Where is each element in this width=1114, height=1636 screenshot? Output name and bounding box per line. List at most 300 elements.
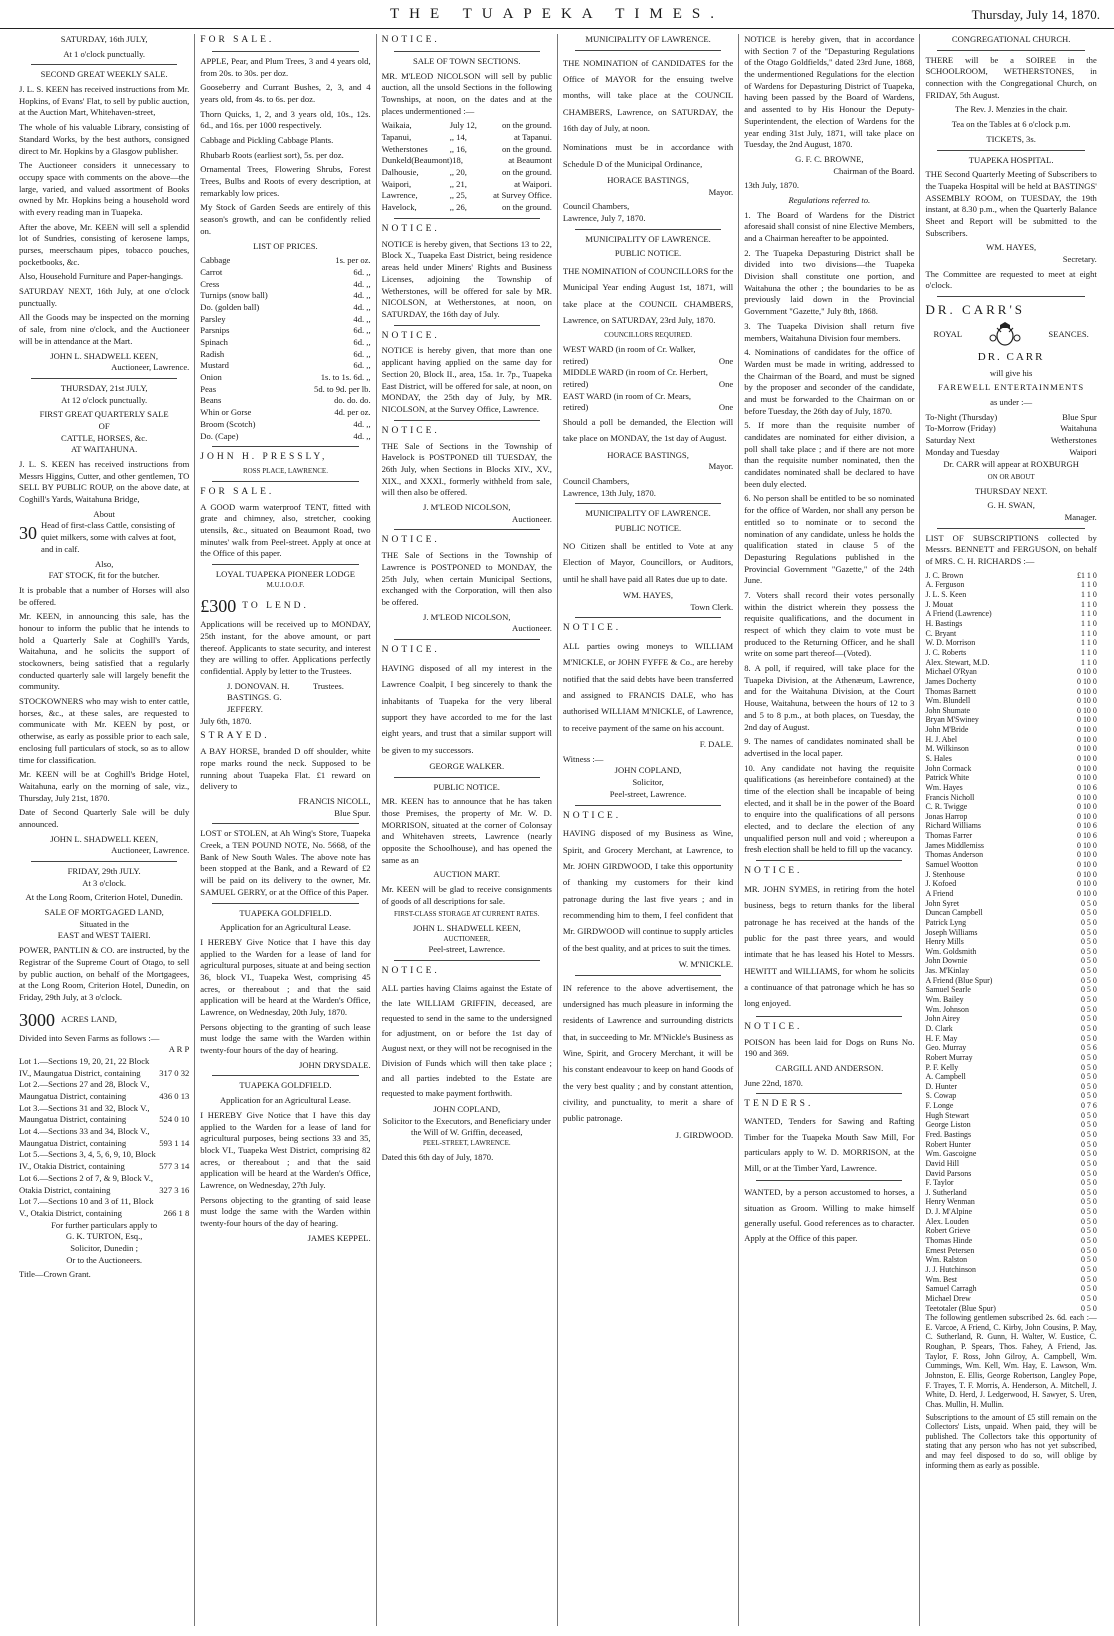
divider	[212, 446, 358, 447]
price-row	[200, 360, 370, 372]
subscription-amount: £1 1 0	[1077, 570, 1097, 580]
ad-heading: TUAPEKA HOSPITAL.	[968, 154, 1054, 165]
lot-row	[19, 1079, 189, 1102]
town-row	[382, 190, 552, 202]
subscription-amount: 0 5 0	[1081, 1274, 1097, 1284]
sale-place: on the ground.	[502, 143, 552, 154]
seed-name: Cabbage	[200, 255, 231, 266]
ad-body: ON OR ABOUT	[987, 473, 1035, 482]
town-row	[382, 155, 552, 167]
subscription-amount: 0 5 0	[1081, 1139, 1097, 1149]
regulations-heading: Regulations referred to.	[788, 194, 871, 205]
subscription-row	[925, 1188, 1096, 1198]
seed-price: 4d. ,,	[353, 301, 371, 312]
ad-body: Also,	[94, 558, 114, 569]
subscription-amount: 0 10 0	[1077, 840, 1097, 850]
subscriber-name: James Docherty	[925, 676, 977, 686]
subscription-row	[925, 1255, 1096, 1265]
ad-heading: NOTICE.	[381, 645, 440, 656]
price-list	[200, 255, 370, 442]
sale-date: ,, 26,	[449, 202, 467, 213]
subscription-amount: 0 5 0	[1081, 1091, 1097, 1101]
show-row	[925, 423, 1096, 435]
subscriber-name: H. Bastings	[925, 619, 963, 629]
subscription-row	[925, 744, 1096, 754]
subscription-amount: 0 10 0	[1077, 888, 1097, 898]
subscriber-name: Joseph Williams	[925, 927, 978, 937]
lot-row	[19, 1056, 189, 1079]
sale-heading: EAST and WEST TAIERI.	[57, 930, 151, 941]
subscriber-name: Richard Williams	[925, 821, 981, 831]
ad-body: FAT STOCK, fit for the butcher.	[48, 570, 160, 581]
subscriber-name: Francis Nicholl	[925, 792, 975, 802]
subscription-amount: 0 7 6	[1081, 1101, 1097, 1111]
subscription-row	[925, 571, 1096, 581]
ad-subheading: Application for an Agricultural Lease.	[219, 1095, 351, 1106]
lot-description: Lot 2.—Sections 27 and 28, Block V., Maungatua District, containing	[19, 1079, 150, 1101]
ward-name: MIDDLE WARD (in room of Cr. Herbert, retired)	[562, 367, 708, 389]
signature: WM. HAYES,	[623, 589, 674, 600]
subscription-amount: 0 5 0	[1081, 1197, 1097, 1207]
divider	[756, 1180, 902, 1181]
page-columns	[14, 34, 1102, 1626]
subscription-row	[925, 667, 1096, 677]
sale-date: FRIDAY, 29th JULY.	[67, 866, 141, 876]
subscription-row	[925, 1149, 1096, 1159]
ad-body: Dr. CARR will appear at ROXBURGH	[943, 458, 1079, 469]
subscriber-name: Michael O'Ryan	[925, 667, 977, 677]
town-row	[382, 120, 552, 132]
signature: GEORGE WALKER.	[429, 760, 505, 771]
subscription-row	[925, 860, 1096, 870]
subscription-row	[925, 802, 1096, 812]
subscriber-name: A Friend	[925, 888, 954, 898]
royal-crest-icon	[988, 322, 1022, 348]
ad-body: Thorn Quicks, 1, 2, and 3 years old, 10s., 12s. 6d., and 16s. per 1000 respectively.	[200, 108, 371, 131]
subscription-amount: 0 5 0	[1081, 1293, 1097, 1303]
subscription-row	[925, 918, 1096, 928]
subscription-amount: 1 1 0	[1081, 609, 1097, 619]
seed-name: Cress	[200, 278, 220, 289]
subscriber-name: M. Wilkinson	[925, 744, 969, 754]
subscriber-name: F. Taylor	[925, 1178, 954, 1188]
signature: J. M'LEOD NICOLSON,	[422, 501, 511, 512]
subscription-amount: 0 5 0	[1081, 927, 1097, 937]
ad-heading: NOTICE.	[744, 866, 803, 877]
signature: JOHN L. SHADWELL KEEN,	[50, 833, 159, 844]
subscriber-name: A Friend (Blue Spur)	[925, 975, 993, 985]
subscriber-name: Robert Hunter	[925, 1139, 971, 1149]
subscription-row	[925, 609, 1096, 619]
subscriber-name: Alex. Louden	[925, 1216, 969, 1226]
show-place: Waitahuna	[1060, 423, 1097, 434]
subscription-row	[925, 638, 1096, 648]
subscriber-name: Michael Drew	[925, 1293, 971, 1303]
ad-subheading: AUCTION MART.	[433, 869, 501, 880]
ad-body: Mr. KEEN, in announcing this sale, has the honour to inform the public that he intends to hold a Quarterly Sale at Coghill's Yards, Waitahuna, and he solicits the support of stockowners, being satisfied that a regularly conducted quarterly sale will largely benefit the community.	[19, 611, 190, 692]
subscriber-name: C. Bryant	[925, 628, 957, 638]
ad-date: June 22nd, 1870.	[744, 1077, 803, 1088]
seed-price: do. do. do.	[334, 395, 371, 406]
ad-body: ALL parties owing moneys to WILLIAM M'NICKLE, or JOHN FYFFE & Co., are hereby notified that the said debts have been transferred and assigned to FRANCIS DALE, who has authorised WILLIAM M'NICKLE, of Lawrence, to receive payment of the same on his account.	[562, 641, 734, 733]
town-row	[382, 202, 552, 214]
subscription-amount: 0 10 0	[1077, 869, 1097, 879]
ad-body: Head of first-class Cattle, consisting of quiet milkers, some with calves at foot, and in calf.	[41, 520, 177, 554]
lot-area: 317 0 32	[159, 1067, 190, 1078]
subscription-row	[925, 677, 1096, 687]
ad-heading: DR. CARR'S	[925, 302, 1026, 318]
subscription-amount: 0 10 0	[1077, 850, 1097, 860]
subscriber-name: D. J. M'Alpine	[925, 1207, 973, 1217]
ad-body: Cabbage and Pickling Cabbage Plants.	[200, 135, 334, 146]
subscriber-name: Geo. Murray	[925, 1043, 967, 1053]
ad-date: Dated this 6th day of July, 1870.	[381, 1151, 494, 1162]
subscriber-name: J. J. Hutchinson	[925, 1264, 976, 1274]
ad-body: THE Second Quarterly Meeting of Subscribers to the Tuapeka Hospital will be held at BASTINGS' ASSEMBLY ROOM, on TUESDAY, the 19th instant, at 8.30 p.m., when the Quarterly Balance Sheet and Report will be submitted to the Subscribers.	[925, 169, 1097, 238]
subscription-amount: 0 10 0	[1077, 705, 1097, 715]
show-date: To-Night (Thursday)	[925, 411, 998, 422]
signature: HORACE BASTINGS,	[607, 449, 689, 460]
ad-body: Date of Second Quarterly Sale will be duly announced.	[19, 807, 190, 829]
lot-description: Lot 5.—Sections 3, 4, 5, 6, 9, 10, Block IV., Otakia District, containing	[19, 1149, 156, 1172]
subscription-row	[925, 648, 1096, 658]
town-sales-list	[382, 120, 552, 214]
ad-subheading: SALE OF TOWN SECTIONS.	[412, 55, 521, 66]
subscriber-name: Samuel Searle	[925, 985, 971, 995]
subscription-amount: 0 5 0	[1081, 1245, 1097, 1255]
town-name: Tapanui,	[381, 132, 412, 143]
subscriber-name: D. Hunter	[925, 1081, 958, 1091]
ad-heading: NOTICE.	[381, 425, 440, 436]
subscription-amount: 0 5 0	[1081, 1014, 1097, 1024]
regulation-item: 9. The names of candidates nominated shall be advertised in the local paper.	[744, 736, 915, 758]
subscription-row	[925, 783, 1096, 793]
divider	[937, 296, 1084, 297]
subscriber-name: Patrick White	[925, 773, 969, 783]
ad-body: Persons objecting to the granting of such lease must lodge the same with the Warden within twenty-four hours of the day of hearing.	[200, 1021, 371, 1056]
column-4	[558, 34, 739, 1626]
lot-area: 436 0 13	[159, 1091, 190, 1101]
signature: HORACE BASTINGS,	[607, 174, 689, 185]
sale-place: at Tapanui.	[513, 132, 552, 143]
price-row	[200, 302, 370, 314]
regulation-item: 7. Voters shall record their votes personally within the district wherein they possess the requisite qualifications, and the document in respect of which they claim to vote must be produced to the Returning Officer, and he shall write on some part thereof—(Voted).	[744, 589, 915, 659]
sale-heading: SECOND GREAT WEEKLY SALE.	[40, 69, 168, 80]
subscriber-name: A Friend (Lawrence)	[925, 609, 992, 619]
regulation-item: 2. The Tuapeka Depasturing District shall be divided into two divisions—the Tuapeka Division shall constitute one portion, and Waitahuna the other ; the boundaries to be as previously laid down in the Provincial Government "Gazette," July 8th, 1868.	[744, 247, 915, 317]
sale-heading: Situated in the	[79, 918, 129, 929]
price-row	[200, 279, 370, 291]
subscriber-name: Wm. Bailey	[925, 995, 964, 1005]
price-row	[200, 349, 370, 361]
ad-body: IN reference to the above advertisement, the undersigned has much pleasure in informing the residents of Lawrence and surrounding districts that, in succeeding to Mr. M'Nickle's Business as Wine, Spirit, and Grocery Merchant, it will be his constant endeavour to keep on hand Goods of the very best quality ; and by constant attention, civility, and punctuality, to merit a share of public patronage.	[562, 982, 734, 1124]
signature-title: Peel-street, Lawrence.	[428, 944, 506, 955]
ad-heading: TENDERS.	[744, 1099, 814, 1110]
seed-name: Spinach	[200, 337, 228, 348]
subscription-row	[925, 1053, 1096, 1063]
subscription-row	[925, 715, 1096, 725]
ad-body: WANTED, by a person accustomed to horses, a situation as Groom. Willing to make himself generally useful. Good references as to character. Apply at the Office of this paper.	[744, 1187, 915, 1244]
ward-row	[563, 344, 733, 367]
subscriber-name: Thomas Barnett	[925, 686, 977, 696]
subscription-row	[925, 1275, 1096, 1285]
seed-price: 6d. ,,	[353, 325, 371, 336]
lodge-name: LOYAL TUAPEKA PIONEER LODGE	[215, 568, 356, 579]
subscription-amount: 0 10 6	[1077, 831, 1097, 841]
price-row	[200, 267, 370, 279]
sale-time: At 3 o'clock.	[82, 877, 127, 888]
regulation-item: 5. If more than the requisite number of candidates are nominated for either division, a poll shall take place ; and if there are not more than the requisite number nominated, then the candidates nominated shall be declared to have been duly elected.	[744, 420, 915, 489]
ad-body: HAVING disposed of my Business as Wine, Spirit, and Grocery Merchant, at Lawrence, to Mr. JOHN GIRDWOOD, I take this opportunity of thanking my customers for their kind patronage during the last five years ; and in recommending him to them, I feel confident that Mr. GIRDWOOD will continue to supply articles of the best quality, and at prices to suit the times.	[562, 828, 734, 953]
ad-body: Mr. KEEN will be glad to receive consignments of goods of all descriptions for sale.	[381, 884, 552, 906]
regulation-item: 8. A poll, if required, will take place for the Tuapeka Division, at the Athenæum, Lawrence, and for the Waitahuna Division, at the Court House, Waitahuna, between the hours of 12 to 3 and 5 to 8 p.m., at both places, on Tuesday, the 2nd day of August.	[744, 663, 915, 732]
subscription-row	[925, 956, 1096, 966]
subscription-amount: 1 1 0	[1081, 580, 1097, 590]
ad-subheading: THURSDAY NEXT.	[975, 485, 1048, 496]
subscription-row	[925, 1169, 1096, 1179]
ad-body: Mr. KEEN will be at Coghill's Bridge Hotel, Waitahuna, early on the morning of sale, viz., Thursday, July 21st, 1870.	[19, 769, 190, 803]
lot-area: 577 3 14	[159, 1161, 190, 1172]
subscriber-name: Robert Grieve	[925, 1226, 971, 1236]
ad-body: My Stock of Garden Seeds are entirely of this season's growth, and can be confidently relied on.	[200, 202, 371, 236]
town-row	[382, 167, 552, 179]
ad-body: as under :—	[990, 397, 1033, 408]
signature: JAMES KEPPEL.	[307, 1232, 371, 1243]
subscription-amount: 0 5 0	[1081, 985, 1097, 995]
ad-body: HAVING disposed of all my interest in the Lawrence Coalpit, I beg sincerely to thank the inhabitants of Tuapeka for the very liberal support they have accorded to me for the last eight years, and trust that a similar support will be given to my successors.	[381, 662, 552, 755]
subscription-amount: 0 10 0	[1077, 725, 1097, 735]
subscription-row	[925, 773, 1096, 783]
subscription-amount: 0 10 0	[1077, 744, 1097, 754]
subscriber-name: P. F. Kelly	[925, 1062, 959, 1072]
subscriber-name: Jas. M'Kinlay	[925, 966, 969, 976]
subscription-row	[925, 1101, 1096, 1111]
subscription-amount: 0 5 0	[1081, 1072, 1097, 1082]
divider	[31, 861, 177, 862]
subscription-amount: 0 5 0	[1081, 1207, 1097, 1217]
subscription-amount: 0 10 0	[1077, 754, 1097, 763]
ad-body: I HEREBY Give Notice that I have this day applied to the Warden for a lease of land for agricultural purposes, situate at and being section 36, block VI., Tuapeka West, comprising 45 acres, or thereabout ; and that the said application will be heard at the Warden's Office, Lawrence, on Wednesday, 20th July, 1870.	[200, 936, 371, 1018]
subscription-amount: 0 10 0	[1077, 734, 1097, 744]
newspaper-title: THE TUAPEKA TIMES.	[389, 6, 725, 22]
subscriber-name: Hugh Stewart	[925, 1110, 970, 1120]
ad-date: Lawrence, 13th July, 1870.	[562, 487, 656, 498]
subscriber-name: Wm. Goldsmith	[925, 946, 977, 956]
lot-area: 593 1 14	[159, 1137, 190, 1148]
subscription-amount: 0 5 0	[1081, 1004, 1097, 1014]
sale-time: At 1 o'clock punctually.	[63, 48, 145, 59]
seed-price: 4d. ,,	[353, 290, 371, 301]
ad-body: TICKETS, 3s.	[986, 133, 1036, 144]
sale-heading: SALE OF MORTGAGED LAND,	[44, 907, 164, 918]
ad-body: MR. M'LEOD NICOLSON will sell by public auction, all the unsold Sections in the following Townships, at noon, on the dates and at the places undermentioned :—	[381, 70, 552, 116]
divider	[394, 325, 540, 326]
lot-description: Lot 4.—Sections 33 and 34, Block V., Maungatua District, containing	[19, 1126, 150, 1148]
price-row	[200, 255, 370, 267]
subscription-amount: 1 1 0	[1081, 619, 1097, 629]
town-row	[382, 132, 552, 144]
subscription-row	[925, 1024, 1096, 1034]
ad-subheading: FAREWELL ENTERTAINMENTS	[938, 382, 1085, 393]
ad-subheading: SEANCES.	[1048, 328, 1089, 339]
subscriber-name: Samuel Carragh	[925, 1284, 977, 1294]
regulation-item: 10. Any candidate not having the requisite qualifications (as hereinbefore contained) at the time of the election shall be incapable of being elected, and it shall be in the power of the Board to enquire into the qualifications of all persons elected, and to declare the election of any unqualified person null and void ; whereupon a fresh election shall be held to fill up the vacancy.	[744, 762, 915, 855]
subscription-row	[925, 966, 1096, 976]
show-row	[925, 435, 1096, 447]
subscriber-name: John Downie	[925, 956, 968, 966]
advertiser-address: ROSS PLACE, LAWRENCE.	[242, 467, 328, 476]
divider	[394, 420, 540, 421]
show-date: Saturday Next	[925, 435, 975, 446]
ad-body: STOCKOWNERS who may wish to enter cattle, horses, &c., at these sales, are requested to communicate with Mr. KEEN by post, or otherwise, as early as possible prior to each sale, enclosing full particulars of stock, so as to allow time for classification.	[19, 696, 190, 765]
divider	[575, 617, 721, 618]
signature: G. K. TURTON, Esq.,	[65, 1231, 143, 1242]
divider	[394, 51, 540, 52]
subscription-row	[925, 1120, 1096, 1130]
wards-list	[563, 344, 733, 414]
ward-name: WEST WARD (in room of Cr. Walker, retired)	[562, 343, 696, 366]
subscriber-name: John Airey	[925, 1014, 960, 1024]
lot-description: Lot 1.—Sections 19, 20, 21, 22 Block IV., Maungatua District, containing	[19, 1055, 150, 1078]
ad-heading: MUNICIPALITY OF LAWRENCE.	[585, 233, 711, 244]
subscription-row	[925, 1005, 1096, 1015]
subscription-row	[925, 985, 1096, 995]
subscription-amount: 1 1 0	[1081, 638, 1097, 648]
witness-title: Solicitor,	[632, 777, 664, 788]
ward-seats: One	[718, 355, 734, 366]
subscriber-name: H. F. May	[925, 1033, 958, 1043]
subscription-row	[925, 1236, 1096, 1246]
signature-title: PEEL-STREET, LAWRENCE.	[422, 1139, 511, 1148]
subscription-amount: 0 5 0	[1081, 1178, 1097, 1188]
divider	[575, 50, 721, 51]
ad-body: Subscriptions to the amount of £5 still remain on the Collectors' Lists, unpaid. When paid, they will be published. The Collectors take this opportunity of stating that any person who has not yet subscribed, and may feel disposed to do so, will oblige by informing them as early as possible.	[925, 1412, 1097, 1470]
price-row	[200, 314, 370, 326]
seed-name: Whin or Gorse	[200, 407, 252, 418]
ward-name: EAST WARD (in room of Cr. Mears, retired)	[562, 390, 691, 413]
lot-area: 524 0 10	[159, 1114, 190, 1125]
seed-name: Turnips (snow ball)	[200, 290, 268, 301]
divider	[31, 378, 177, 379]
ad-footer: Council Chambers,	[562, 201, 630, 212]
ad-body: The Committee are requested to meet at eight o'clock.	[925, 268, 1097, 291]
seed-price: 4d. per oz.	[334, 407, 371, 418]
seed-name: Parsley	[200, 313, 226, 324]
seed-name: Mustard	[200, 360, 229, 371]
subscriber-name: S. Cowap	[925, 1091, 957, 1101]
masthead	[0, 0, 1114, 29]
subscription-row	[925, 1159, 1096, 1169]
subscription-amount: 0 5 0	[1081, 1120, 1097, 1130]
signature-title: Town Clerk.	[690, 601, 734, 612]
subscriber-name: A. Campbell	[925, 1072, 966, 1082]
subscription-row	[925, 976, 1096, 986]
ad-body: I HEREBY Give Notice that I have this day applied to the Warden for a lease of land for agricultural purposes, being sections 33 and 35, block VI., Tuapeka West District, comprising 82 acres, or thereabout ; and that the said application will be heard at the Warden's Office, Lawrence, on Wednesday, 27th July.	[200, 1109, 371, 1190]
signature: FRANCIS NICOLL,	[298, 796, 371, 807]
subscription-amount: 0 5 0	[1081, 1236, 1097, 1246]
ad-body: A BAY HORSE, branded D off shoulder, white rope marks round the neck. Supposed to be running about Tuapeka Flat. £1 reward on delivery to	[200, 746, 371, 792]
ad-body: POISON has been laid for Dogs on Runs No. 190 and 369.	[744, 1036, 915, 1059]
regulation-item: 3. The Tuapeka Division shall return five members, Waitahuna Division four members.	[744, 320, 915, 343]
subscription-row	[925, 850, 1096, 860]
subscription-row	[925, 600, 1096, 610]
sale-location: At the Long Room, Criterion Hotel, Dunedin.	[25, 892, 183, 903]
seed-price: 6d. ,,	[353, 266, 371, 277]
ad-body: A GOOD warm waterproof TENT, fitted with grate and chimney, also, stretcher, cooking utensils, &c., situated on Beaumont Road, two minutes' walk from Peel-street. Apply at once at the Office of this paper.	[200, 501, 371, 559]
subscription-amount: 0 10 0	[1077, 667, 1097, 677]
subscription-amount: 0 5 0	[1081, 995, 1097, 1005]
subscription-row	[925, 793, 1096, 803]
subscription-row	[925, 1140, 1096, 1150]
subscription-amount: 0 5 0	[1081, 1216, 1097, 1226]
price-row	[200, 337, 370, 349]
signature-title: Chairman of the Board.	[833, 165, 915, 176]
divider	[212, 903, 358, 904]
sale-place: at Waipori.	[514, 178, 552, 189]
subscription-row	[925, 841, 1096, 851]
divider	[394, 639, 540, 640]
ad-heading: NOTICE.	[562, 810, 622, 821]
subscription-amount: 0 5 0	[1081, 1255, 1097, 1265]
subscriber-name: D. Clark	[925, 1023, 953, 1033]
subscription-amount: 0 5 0	[1081, 966, 1097, 976]
town-row	[382, 144, 552, 156]
town-name: Havelock,	[381, 202, 417, 213]
sale-heading: FIRST GREAT QUARTERLY SALE	[39, 409, 169, 420]
ad-body: LIST OF SUBSCRIPTIONS collected by Messrs. BENNETT and FERGUSON, on behalf of MRS. C. H. RICHARDS :—	[925, 532, 1097, 567]
signature-title: Auctioneer, Lawrence.	[111, 845, 190, 856]
subscription-amount: 0 10 0	[1077, 879, 1097, 889]
subscription-amount: 1 1 0	[1081, 647, 1097, 657]
subscriber-name: H. J. Abel	[925, 734, 958, 744]
seed-price: 1s. per oz.	[335, 255, 371, 266]
subscription-row	[925, 1178, 1096, 1188]
price-row	[200, 419, 370, 431]
signature: G. H. SWAN,	[987, 500, 1035, 511]
subscriber-name: Bryan M'Swiney	[925, 715, 979, 725]
subscriber-name: Henry Mills	[925, 937, 964, 947]
ward-row	[563, 367, 733, 390]
ad-heading: TO LEND.	[242, 600, 309, 611]
cattle-count: 30	[19, 523, 37, 544]
ad-body: THE Sale of Sections in the Township of Havelock is POSTPONED till TUESDAY, the 26th July, when Sections in Blocks XIV., XV., XIX., and XXXI., formerly withheld from sale, will then also be offered.	[381, 440, 552, 498]
subscriber-name: C. R. Twigge	[925, 802, 968, 812]
lot-row	[19, 1149, 189, 1172]
subscription-row	[925, 1091, 1096, 1101]
ad-date: 13th July, 1870.	[744, 180, 800, 191]
subscription-row	[925, 1246, 1096, 1256]
ad-body: Persons objecting to the granting of said lease must lodge the same with the Warden within twenty-four hours of the day of hearing.	[200, 1194, 371, 1229]
seed-price: 4d. ,,	[353, 430, 371, 441]
subscription-row	[925, 1014, 1096, 1024]
signature: W. M'NICKLE.	[678, 959, 734, 970]
subscription-row	[925, 764, 1096, 774]
acreage-figure: 3000	[19, 1009, 55, 1030]
subscription-amount: 0 10 0	[1077, 773, 1097, 783]
subscription-row	[925, 831, 1096, 841]
subscription-amount: 0 5 0	[1081, 937, 1097, 947]
ad-body: MR. JOHN SYMES, in retiring from the hotel business, begs to return thanks for the liberal patronage he has received at the hands of the public for the past three years, and would intimate that he has leased his Hotel to Messrs. HEWITT and WILLIAMS, for whom he solicits a continuance of that patronage which he has so long enjoyed.	[744, 883, 915, 1009]
ad-body: J. L. S. KEEN has received instructions from Messrs Higgins, Cutter, and other gentlemen, TO SELL BY PUBLIC ROUP, on the above date, at Coghill's Yards, Waitahuna Bridge,	[19, 459, 190, 505]
ad-body: NOTICE is hereby given, that in accordance with Section 7 of the "Depasturing Regulations of the Otago Goldfields," dated 23rd June, 1868, the undermentioned Regulations for the election of Wardens for Depasturing District of Tuapeka, having been passed by the Board of Wardens, and assented to by His Honour the Deputy-Superintendent, the election of Wardens for the year ending 31st July, 1871, will take place on Tuesday, the 2nd August, 1870.	[744, 34, 915, 150]
ad-body: Divided into Seven Farms as follows :—	[19, 1032, 160, 1043]
subscription-amount: 0 5 0	[1081, 1052, 1097, 1062]
signature-title: Solicitor to the Executors, and Beneficiary under the Will of W. Griffin, deceased,	[382, 1115, 551, 1138]
ad-subheading: PUBLIC NOTICE.	[614, 523, 682, 534]
signature: CARGILL AND ANDERSON.	[775, 1062, 884, 1073]
ad-heading: TUAPEKA GOLDFIELD.	[239, 1080, 332, 1091]
sale-date: July 12,	[449, 120, 477, 131]
